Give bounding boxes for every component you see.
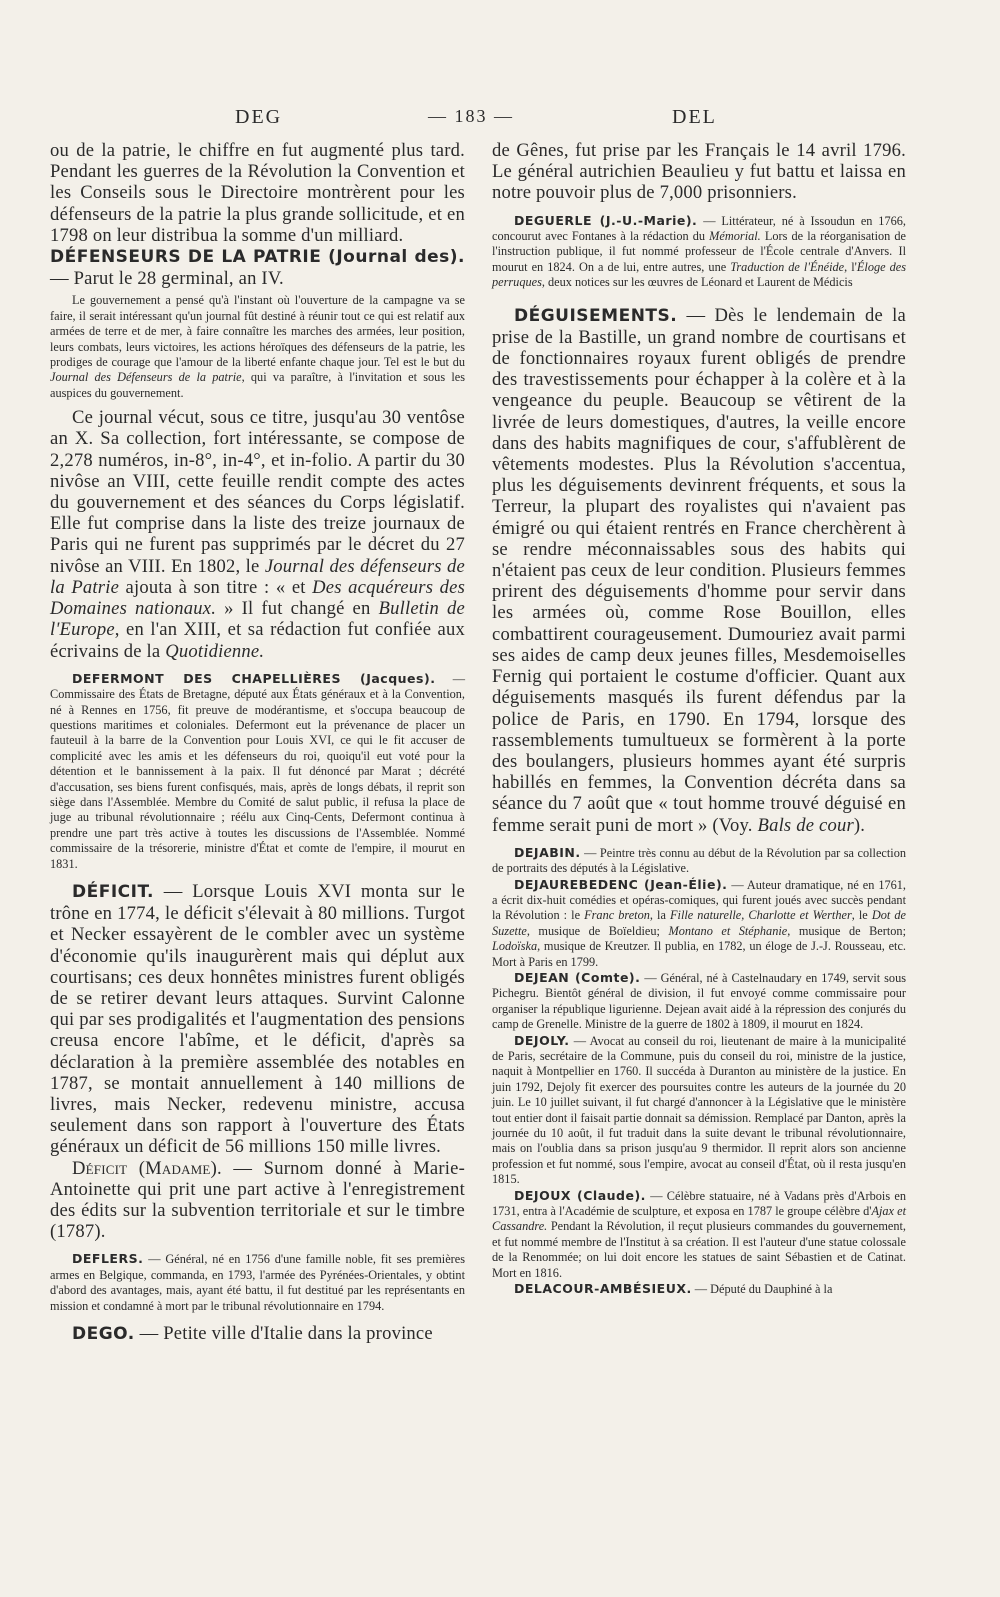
continuation-paragraph: de Gênes, fut prise par les Français le 14 avril 1796. Le général autrichien Beaulieu y fut battu et laissa en notre pouvoir plus de 7,000 prisonniers. bbox=[492, 140, 906, 204]
headword: DÉGUISEMENTS. bbox=[514, 305, 678, 326]
entry-text: Lors de la réorganisation de l'instruction publique, il fut nommé professeur de l'École centrale d'Anvers. Il mourut en 1824. On a de lui, entre autres, une bbox=[492, 229, 906, 274]
entry-text: — Parut le 28 germinal, an IV. bbox=[50, 268, 284, 290]
headword-name: (Comte). bbox=[569, 969, 641, 985]
entry-text: — Dès le lendemain de la prise de la Bastille, un grand nombre de courtisans et de fonctionnaires royaux furent obligés de prendre des travestissements pour échapper à la colère et à la vengeance du peuple. Beaucoup se vêtirent de la livrée de leurs domestiques, d'autres, la veille encore dans des habits magnifiques de cour, s'affublèrent de vêtements modestes. Plus la Révolution s'accentua, plus les déguisements devinrent fréquents, et sous la Terreur, la plupart des royalistes qui n'avaient pas émigré ou qui étaient rentrés en France cherchèrent à se rendre méconnaissables sous des habits qui n'étaient pas ceux de leur condition. Plusieurs femmes prirent des déguisements d'homme pour servir dans les armées où, comme Rose Bouillon, elles combattirent courageusement. Dumouriez avait parmi ses aides de camp deux jeunes filles, Mesdemoiselles Fernig qui portaient le costume d'officier. Quant aux déguisements masqués ils furent défendus par la police de Paris, en 1790. En 1794, lorsque des rassemblements tumultueux se formèrent à la porte des boulangers, plusieurs hommes ayant été surpris habillés en femmes, la Convention décréta dans sa séance du 7 août que « tout homme trouvé déguisé en femme serait puni de mort » (Voy. bbox=[492, 304, 906, 836]
entry-deficit-madame bbox=[50, 1158, 465, 1243]
body-text: Ce journal vécut, sous ce titre, jusqu'au 30 ventôse an X. Sa collection, fort intéressante, se compose de 2,278 numéros, in-8°, in-4°, et in-folio. A partir du 30 nivôse an VIII, cette feuille rendit compte des actes du gouvernement et des séances du Corps législatif. Elle fut comprise dans la liste des treize journaux de Paris qui ne furent pas supprimés par le décret du 27 nivôse an VIII. En 1802, le bbox=[50, 407, 465, 577]
headword-name: (Jacques). bbox=[340, 670, 436, 686]
entry-text: , musique de Berton; bbox=[787, 923, 906, 938]
entry-text: — Avocat au conseil du roi, lieutenant de maire à la municipalité de Paris, secrétaire de la Commune, puis du conseil du roi, ministre de la justice, naquit à Montpellier en 1760. Il succéda à Duranton au ministère de la justice. En juin 1792, Dejoly fit exercer des poursuites contre les auteurs de la journée du 20 juin. Le 10 juillet suivant, il fut chargé d'annoncer à la Législative que le ministère tout entier dont il faisait partie donnait sa démission. Remplacé par Danton, après la journée du 10 août, il fut traduit dans la suite devant le tribunal révolutionnaire, mais on l'oublia dans sa prison jusqu'au 9 thermidor. Il reprit alors son ancienne profession et fut nommé, sous l'empire, avocat au conseil d'État, où il resta jusqu'en 1815. bbox=[492, 1033, 906, 1187]
headword: DEFERMONT DES CHAPELLIÈRES bbox=[72, 670, 341, 686]
entry-text: — Auteur dramatique, né en 1761, a écrit dix-huit comédies et opéras-comiques, qui furent joués avec succès pendant la Révolution : le bbox=[492, 877, 907, 923]
entry-text: — Petite ville d'Italie dans la province bbox=[134, 1323, 433, 1345]
entry-text: — Général, né en 1756 d'une famille noble, fit ses premières armes en Belgique, commanda, en 1793, l'armée des Pyrénées-Orientales, y obtint d'abord des avantages, mais, ayant été battu, il fut destitué par les représentants en mission et condamné à mort par le tribunal révolutionnaire en 1794. bbox=[50, 1252, 465, 1313]
title-italic: Quotidienne. bbox=[165, 640, 265, 662]
entry-deflers bbox=[50, 1251, 465, 1314]
right-column bbox=[492, 140, 906, 1298]
title-italic: Journal des défenseurs de la Patrie bbox=[50, 555, 465, 598]
entry-text: — Peintre très connu au début de la Révolution par sa collection de portraits des députés à la Législative. bbox=[492, 845, 906, 876]
headword-name: (J.-U.-Marie). bbox=[592, 212, 698, 228]
body-text: » Il fut changé en bbox=[216, 598, 379, 620]
entry-text: — Littérateur, né à Issoudun en 1766, concourut avec Fontanes à la rédaction du bbox=[492, 213, 906, 244]
entry-dejean bbox=[492, 970, 906, 1033]
entry-deguisements bbox=[492, 305, 906, 836]
title-italic: Bulletin de l'Europe bbox=[50, 598, 465, 641]
headword: DEFLERS. bbox=[72, 1251, 144, 1267]
entry-text: Pendant la Révolution, il reçut plusieurs commandes du gouvernement, et fut nommé membre de l'Institut à sa création. Il est l'auteur d'une statue colossale de la Renommée; on lui doit encore les statues de saint Sébastien et de Catinat. Mort en 1816. bbox=[492, 1219, 906, 1280]
headword-name: (Jean-Élie). bbox=[638, 876, 728, 892]
continuation-paragraph: ou de la patrie, le chiffre en fut augmenté plus tard. Pendant les guerres de la Révolution la Convention et les Conseils sous le Directoire montrèrent pour les défenseurs de la patrie la plus grande sollicitude, et en 1798 on leur distribua la somme d'un milliard. bbox=[50, 140, 465, 246]
entry-dejabin bbox=[492, 845, 906, 877]
body-text: , en l'an XIII, et sa rédaction fut confiée aux écrivains de la bbox=[50, 619, 465, 662]
entry-text: , musique de Boïeldieu; bbox=[526, 923, 669, 938]
entry-text: — Député du Dauphiné à la bbox=[691, 1282, 833, 1297]
left-column bbox=[50, 140, 465, 1345]
entry-text: — Général, né à Castelnaudary en 1749, servit sous Pichegru. Bientôt général de division, il fut envoyé comme commissaire pour organiser la république ligurienne. Dejean avait aidé à la répression des conjurés du camp de Grenelle. Ministre de la guerre de 1802 à 1809, il mourut en 1824. bbox=[492, 970, 907, 1032]
entry-text: — Surnom donné à Marie-Antoinette qui prit une part active à l'enregistrement des édits sur la subvention territoriale et sur le timbre (1787). bbox=[50, 1157, 465, 1243]
header-left-word: DEG bbox=[235, 106, 283, 128]
title-italic: Montano et Stéphanie bbox=[668, 923, 788, 938]
headword: DÉFICIT. bbox=[72, 881, 154, 902]
title-italic: Ajax et Cassandre. bbox=[492, 1204, 907, 1234]
headword: DEJOUX bbox=[514, 1187, 571, 1203]
title-italic: Dot de Suzette bbox=[492, 908, 906, 938]
entry-text: — Lorsque Louis XVI monta sur le trône en 1774, le déficit s'élevait à 80 millions. Turgot et Necker essayèrent de le combler avec un système d'économie qu'ils inaugurèrent mais qui déplut aux courtisans; ces deux honnêtes ministres furent obligés de se retirer devant leurs attaques. Survint Calonne qui par ses prodigalités et l'augmentation des pensions creusa encore l'abîme, et le déficit, d'après sa déclaration à la première assemblée des notables en 1787, se montait annuellement à 140 millions de livres, mais Necker, redevenu ministre, accusa seulement dans son rapport à l'ouverture des États généraux un déficit de 56 millions 150 mille livres. bbox=[50, 880, 465, 1158]
title-italic: Fille naturelle, Charlotte et Werther bbox=[670, 908, 852, 923]
entry-text: , la bbox=[649, 908, 671, 923]
title-italic: Lodoïska bbox=[492, 939, 538, 954]
entry-defermont bbox=[50, 671, 465, 872]
title-italic: Des acquéreurs des Domaines nationaux. bbox=[50, 576, 466, 620]
title-italic: Mémorial. bbox=[709, 229, 761, 244]
running-header bbox=[0, 96, 1000, 136]
headword: Déficit (Madame). bbox=[72, 1157, 222, 1179]
headword: DEJEAN bbox=[514, 969, 570, 985]
entry-quote bbox=[50, 293, 465, 401]
headword: DEJABIN. bbox=[514, 844, 581, 860]
title-italic: Franc breton bbox=[584, 908, 650, 923]
entry-dego bbox=[50, 1323, 465, 1345]
entry-deguerle bbox=[492, 213, 906, 291]
entry-dejoux bbox=[492, 1188, 906, 1281]
headword: DEJAUREBEDENC bbox=[514, 876, 639, 892]
title-italic: Bals de cour bbox=[757, 814, 854, 836]
title-italic: Traduction de l'Énéide bbox=[730, 259, 845, 274]
page-number: — 183 — bbox=[428, 106, 514, 126]
entry-text: — Commissaire des États de Bretagne, député aux États généraux et à la Convention, né à Rennes en 1756, fit preuve de modérantisme, et s'occupa beaucoup de questions maritimes et coloniales. Defermont eut la prévenance de placer un fauteuil à la barre de la Convention pour Louis XVI, ce qui le fit accuser de complicité avec les amis et les défenseurs du roi, quoiqu'il eut voté pour la détention et le bannissement à la paix. Il fut dénoncé par Marat ; décrété d'accusation, ses biens furent confisqués, mais, après de longs débats, il reprit son siège dans l'Assemblée. Membre du Comité de salut public, il refusa la place de juge au tribunal révolutionnaire ; réélu aux Cinq-Cents, Defermont continua à prendre une part très active à toutes les discussions de l'Assemblée. Nommé commissaire de la trésorerie, ministre d'État et comte de l'empire, il mourut en 1831. bbox=[50, 671, 466, 871]
entry-defenseurs-body bbox=[50, 407, 465, 661]
entry-text: , le bbox=[851, 908, 872, 923]
body-text: ajouta à son titre : « et bbox=[119, 576, 313, 598]
header-right-word: DEL bbox=[672, 106, 717, 128]
headword-name: (Claude). bbox=[570, 1187, 646, 1203]
entry-delacour bbox=[492, 1281, 906, 1297]
title-italic: Éloge des perruques bbox=[492, 259, 907, 290]
headword: DEGUERLE bbox=[514, 212, 592, 228]
headword: DEGO. bbox=[72, 1324, 135, 1345]
entry-text: , deux notices sur les œuvres de Léonard et Laurent de Médicis bbox=[541, 275, 853, 290]
entry-text: — Célèbre statuaire, né à Vadans près d'Arbois en 1731, entra à l'Académie de sculpture, et exposa en 1787 le groupe célèbre d' bbox=[492, 1188, 906, 1219]
entry-dejoly bbox=[492, 1033, 906, 1188]
quote-title: Journal des Défenseurs de la patrie bbox=[50, 370, 242, 385]
headword: DEJOLY. bbox=[514, 1032, 570, 1048]
quote-text-end: , qui va paraître, à l'invitation et sous les auspices du gouvernement. bbox=[50, 370, 465, 400]
entry-dejaurebedenc bbox=[492, 877, 906, 970]
entry-text: , l' bbox=[844, 259, 857, 274]
headword: DELACOUR-AMBÉSIEUX. bbox=[514, 1281, 692, 1297]
quote-text: Le gouvernement a pensé qu'à l'instant où l'ouverture de la campagne va se faire, il serait intéressant qu'un journal fût destiné à réunir tout ce qui est relatif aux armées de terre et de mer, à faire connaître les marches des armées, leur position, leurs combats, leurs victoires, les actions héroïques des défenseurs de la patrie, les prodiges de courage que l'amour de la liberté enfante chaque jour. Tel est le but du bbox=[50, 293, 465, 370]
entry-text: ). bbox=[853, 814, 866, 836]
entry-deficit bbox=[50, 881, 465, 1158]
entry-defenseurs bbox=[50, 246, 465, 289]
entry-text: , musique de Kreutzer. Il publia, en 1782, un éloge de J.-J. Rousseau, etc. Mort à Paris en 1799. bbox=[492, 939, 906, 969]
headword: DÉFENSEURS DE LA PATRIE (Journal des). bbox=[50, 247, 465, 268]
